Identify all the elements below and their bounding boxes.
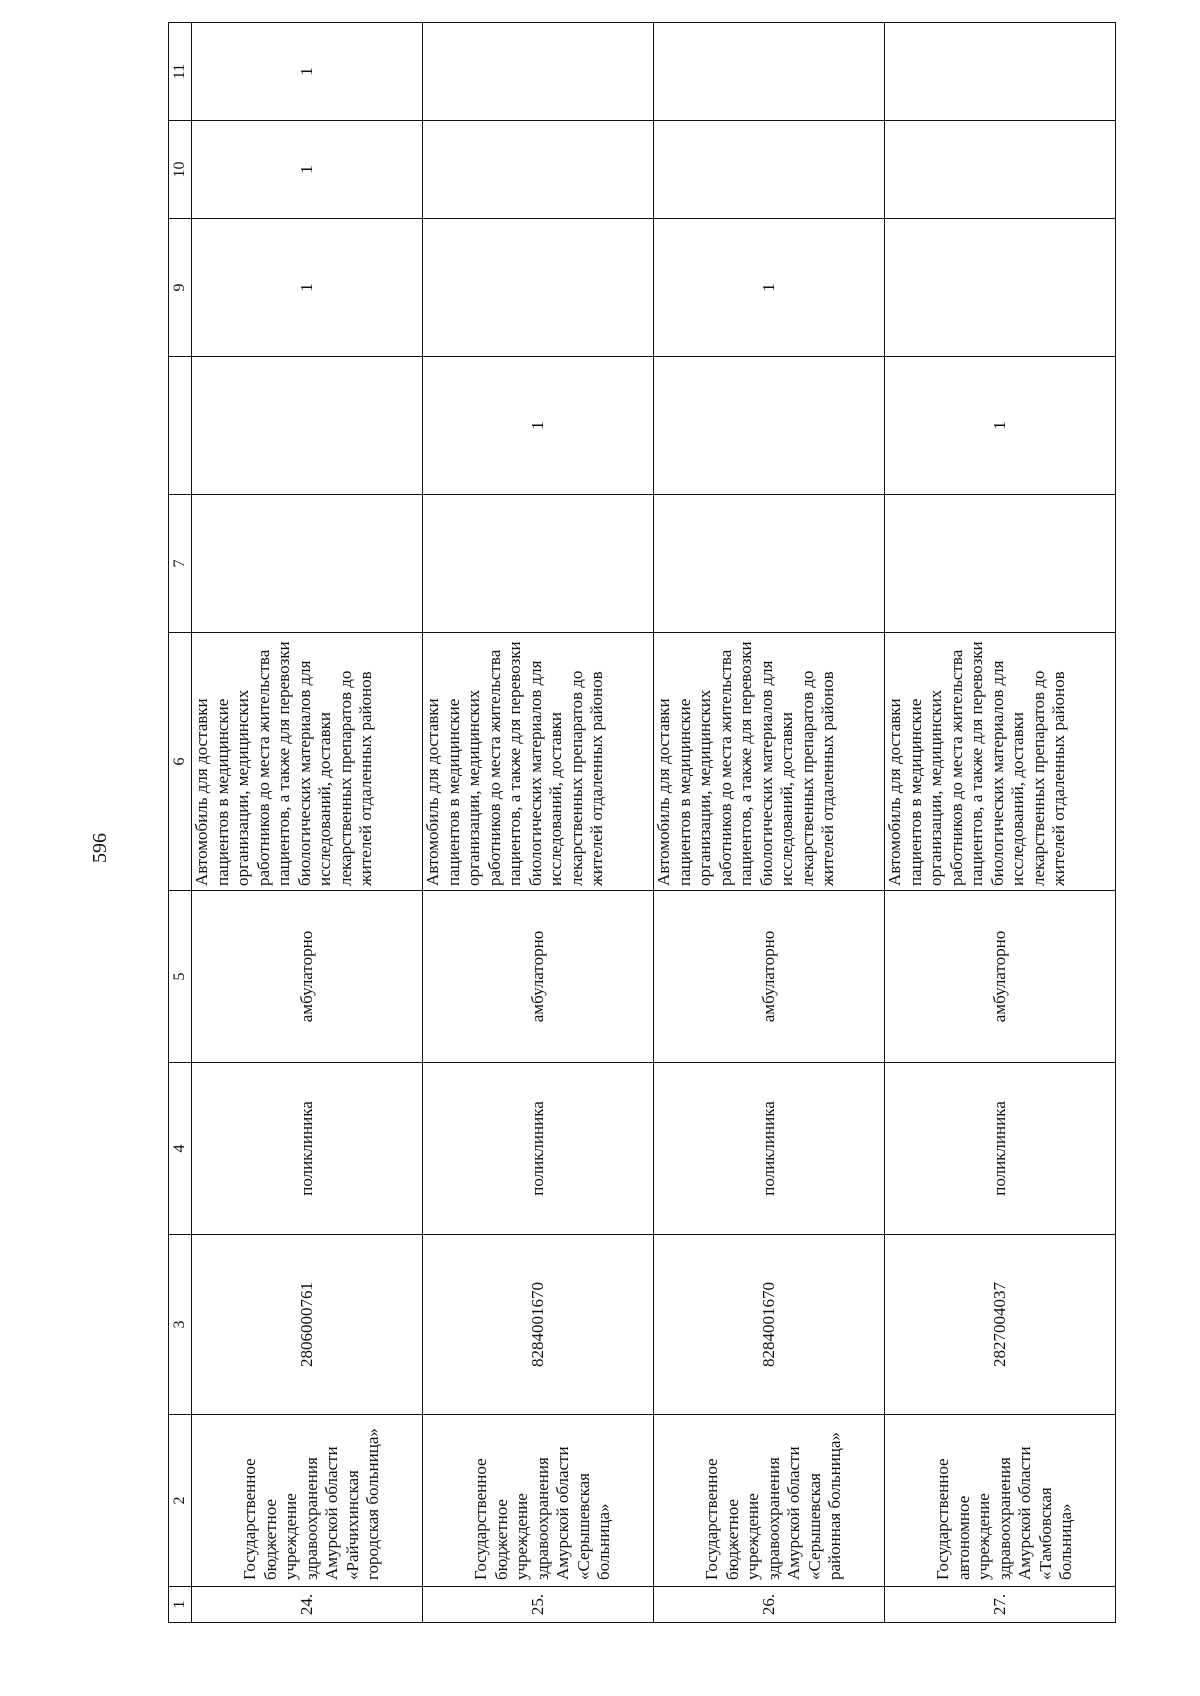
organization-name: Государственное бюджетное учреждение здравоохранения Амурской области «Серышевская районная больница» xyxy=(654,1415,885,1587)
inn-value: 2827004037 xyxy=(885,1235,1116,1415)
header-col-2: 2 xyxy=(169,1415,192,1587)
col-10-value: 1 xyxy=(192,121,423,219)
col-11-value xyxy=(654,23,885,121)
col-8-value xyxy=(654,357,885,495)
header-col-1: 1 xyxy=(169,1587,192,1623)
unit-type: поликлиника xyxy=(654,1063,885,1235)
row-number: 27. xyxy=(885,1587,1116,1623)
unit-type: поликлиника xyxy=(885,1063,1116,1235)
page-number: 596 xyxy=(89,833,111,863)
header-col-8 xyxy=(169,357,192,495)
vehicle-table xyxy=(168,22,1116,1623)
organization-name: Государственное бюджетное учреждение здравоохранения Амурской области «Серышевская больница» xyxy=(423,1415,654,1587)
care-condition: амбулаторно xyxy=(423,891,654,1063)
col-7-value xyxy=(423,495,654,633)
col-8-value: 1 xyxy=(885,357,1116,495)
col-10-value xyxy=(885,121,1116,219)
col-8-value xyxy=(192,357,423,495)
table-row xyxy=(423,23,654,1623)
organization-name: Государственное автономное учреждение здравоохранения Амурской области «Тамбовская больница» xyxy=(885,1415,1116,1587)
care-condition: амбулаторно xyxy=(654,891,885,1063)
col-11-value xyxy=(885,23,1116,121)
col-7-value xyxy=(654,495,885,633)
table-row xyxy=(192,23,423,1623)
table-row xyxy=(654,23,885,1623)
col-9-value: 1 xyxy=(654,219,885,357)
header-col-4: 4 xyxy=(169,1063,192,1235)
col-8-value: 1 xyxy=(423,357,654,495)
row-number: 24. xyxy=(192,1587,423,1623)
vehicle-purpose: Автомобиль для доставки пациентов в медицинские организации, медицинских работников до места жительства пациентов, а также для перевозки биологических материалов для исследований, доставки лекарственных препаратов до жителей отдаленных районов xyxy=(654,633,885,891)
row-number: 26. xyxy=(654,1587,885,1623)
unit-type: поликлиника xyxy=(192,1063,423,1235)
col-7-value xyxy=(885,495,1116,633)
header-col-6: 6 xyxy=(169,633,192,891)
organization-name: Государственное бюджетное учреждение здравоохранения Амурской области «Райчихинская городская больница» xyxy=(192,1415,423,1587)
rotated-table-container xyxy=(168,23,1075,1623)
col-11-value: 1 xyxy=(192,23,423,121)
inn-value: 8284001670 xyxy=(654,1235,885,1415)
inn-value: 2806000761 xyxy=(192,1235,423,1415)
care-condition: амбулаторно xyxy=(192,891,423,1063)
vehicle-purpose: Автомобиль для доставки пациентов в медицинские организации, медицинских работников до места жительства пациентов, а также для перевозки биологических материалов для исследований, доставки лекарственных препаратов до жителей отдаленных районов xyxy=(192,633,423,891)
col-10-value xyxy=(654,121,885,219)
table-row xyxy=(885,23,1116,1623)
care-condition: амбулаторно xyxy=(885,891,1116,1063)
header-row xyxy=(169,23,192,1623)
col-9-value xyxy=(885,219,1116,357)
vehicle-purpose: Автомобиль для доставки пациентов в медицинские организации, медицинских работников до места жительства пациентов, а также для перевозки биологических материалов для исследований, доставки лекарственных препаратов до жителей отдаленных районов xyxy=(885,633,1116,891)
col-11-value xyxy=(423,23,654,121)
header-col-7: 7 xyxy=(169,495,192,633)
header-col-10: 10 xyxy=(169,121,192,219)
unit-type: поликлиника xyxy=(423,1063,654,1235)
header-col-3: 3 xyxy=(169,1235,192,1415)
header-col-11: 11 xyxy=(169,23,192,121)
header-col-9: 9 xyxy=(169,219,192,357)
header-col-5: 5 xyxy=(169,891,192,1063)
vehicle-purpose: Автомобиль для доставки пациентов в медицинские организации, медицинских работников до места жительства пациентов, а также для перевозки биологических материалов для исследований, доставки лекарственных препаратов до жителей отдаленных районов xyxy=(423,633,654,891)
col-9-value: 1 xyxy=(192,219,423,357)
col-7-value xyxy=(192,495,423,633)
col-9-value xyxy=(423,219,654,357)
inn-value: 8284001670 xyxy=(423,1235,654,1415)
col-10-value xyxy=(423,121,654,219)
row-number: 25. xyxy=(423,1587,654,1623)
